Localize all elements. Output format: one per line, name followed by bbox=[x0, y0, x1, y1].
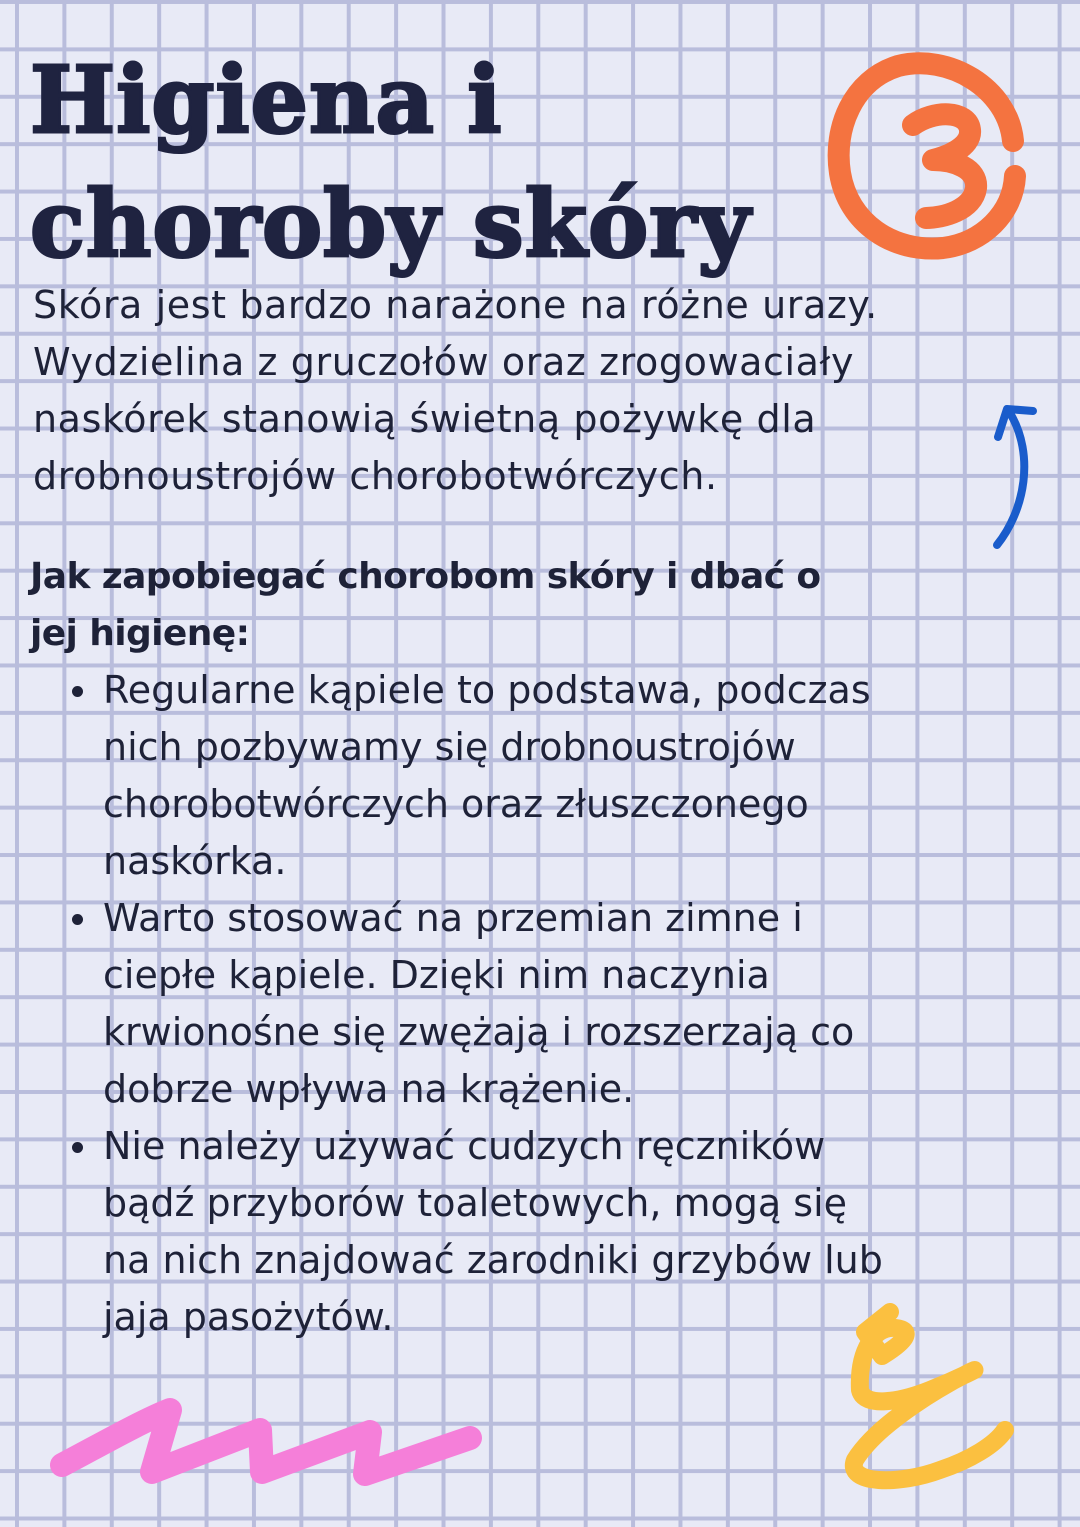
bullet-icon bbox=[72, 914, 83, 925]
tip-line: Nie należy używać cudzych ręczników bbox=[103, 1124, 826, 1168]
tips-list bbox=[64, 662, 883, 1346]
tip-line: Warto stosować na przemian zimne i bbox=[103, 896, 803, 940]
heading-line: Jak zapobiegać chorobom skóry i dbać o bbox=[30, 556, 821, 597]
intro-line: drobnoustrojów chorobotwórczych. bbox=[33, 454, 718, 498]
tip-line: nich pozbywamy się drobnoustrojów bbox=[103, 725, 796, 769]
section-heading bbox=[30, 548, 1070, 662]
list-item bbox=[64, 662, 883, 890]
tip-line: Regularne kąpiele to podstawa, podczas bbox=[103, 668, 871, 712]
tip-line: chorobotwórczych oraz złuszczonego bbox=[103, 782, 809, 826]
pink-zigzag-icon bbox=[40, 1380, 500, 1527]
tip-line: dobrze wpływa na krążenie. bbox=[103, 1067, 635, 1111]
title-line-2: choroby skóry bbox=[30, 170, 752, 278]
tip-line: krwionośne się zwężają i rozszerzają co bbox=[103, 1010, 855, 1054]
intro-paragraph bbox=[33, 277, 1073, 505]
bullet-icon bbox=[72, 686, 83, 697]
heading-line: jej higienę: bbox=[30, 613, 250, 654]
intro-line: Wydzielina z gruczołów oraz zrogowaciały bbox=[33, 340, 855, 384]
bullet-icon bbox=[72, 1142, 83, 1153]
tip-line: na nich znajdować zarodniki grzybów lub bbox=[103, 1238, 883, 1282]
page-title bbox=[30, 38, 751, 286]
tip-line: naskórka. bbox=[103, 839, 287, 883]
intro-line: naskórek stanowią świetną pożywkę dla bbox=[33, 397, 817, 441]
title-line-1: Higiena i bbox=[30, 46, 503, 154]
tip-line: jaja pasożytów. bbox=[103, 1295, 394, 1339]
intro-line: Skóra jest bardzo narażone na różne urazy. bbox=[33, 283, 878, 327]
list-item bbox=[64, 1118, 883, 1346]
tip-line: bądź przyborów toaletowych, mogą się bbox=[103, 1181, 848, 1225]
tip-line: ciepłe kąpiele. Dzięki nim naczynia bbox=[103, 953, 770, 997]
number-badge-icon bbox=[818, 48, 1048, 273]
list-item bbox=[64, 890, 883, 1118]
